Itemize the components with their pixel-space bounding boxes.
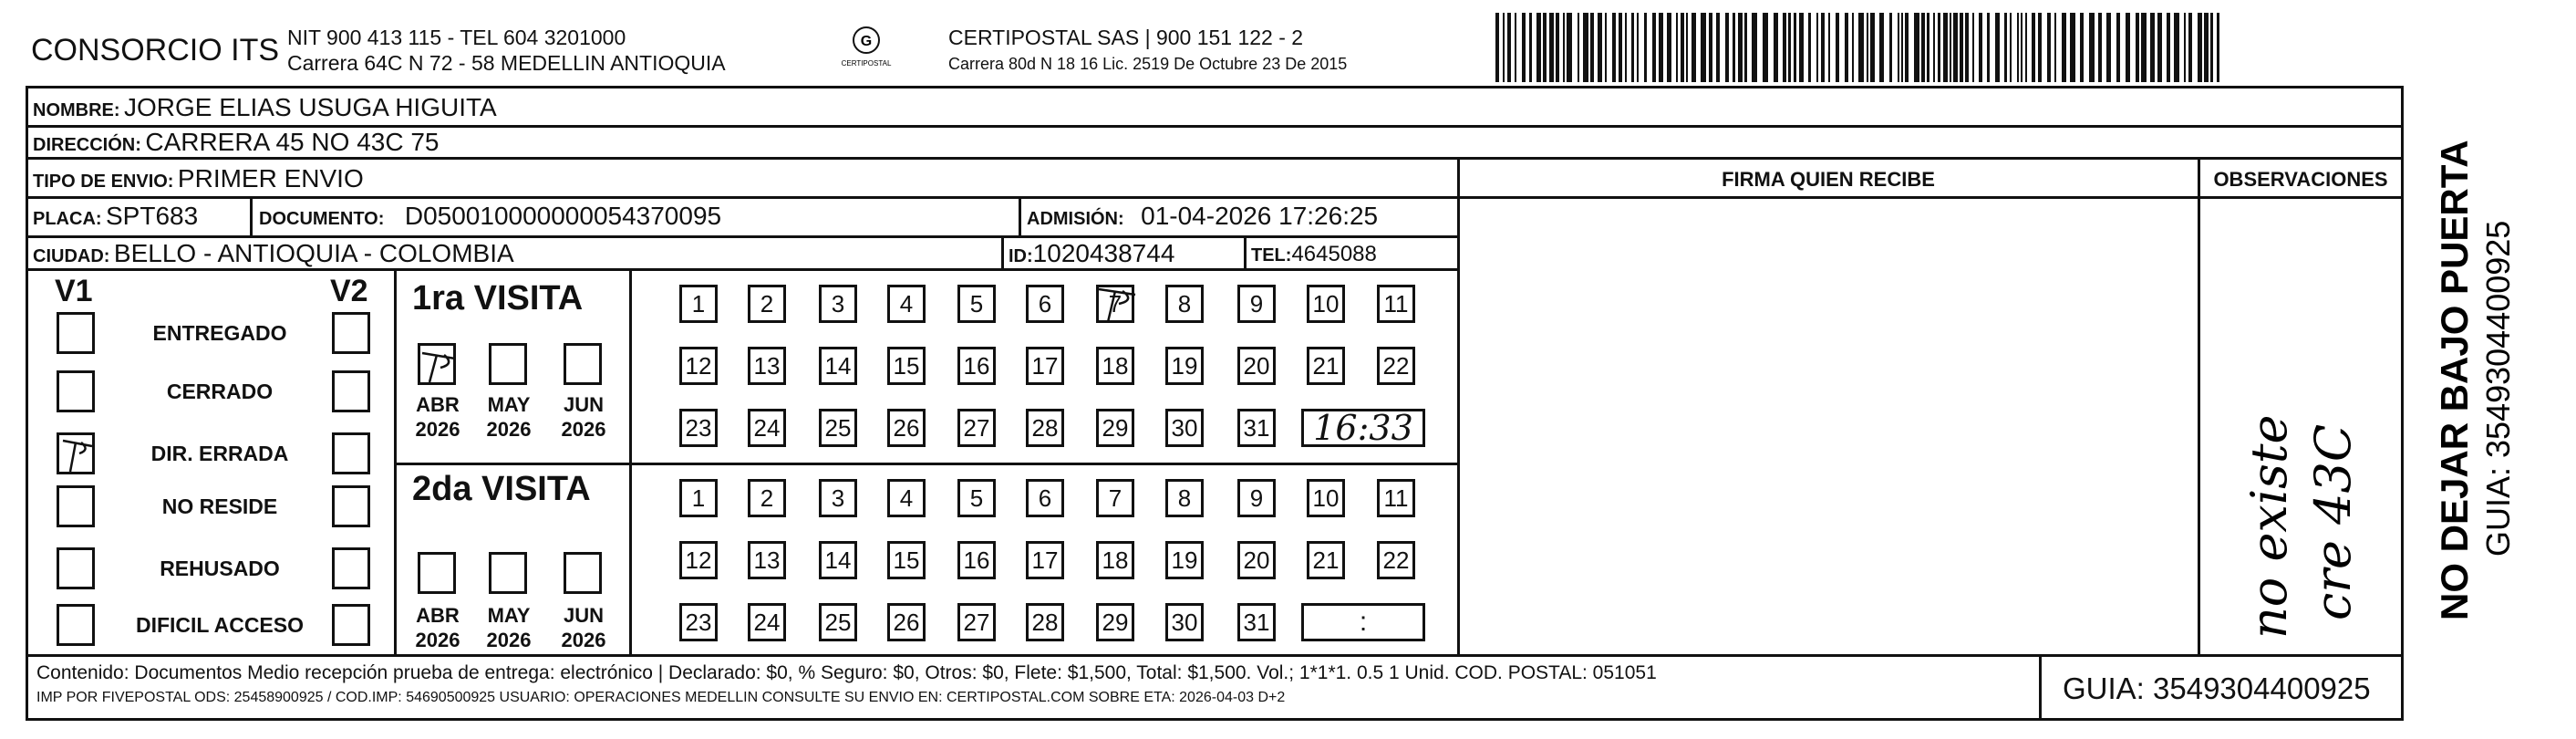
barcode-bar	[2210, 13, 2213, 82]
v2-checkbox[interactable]	[332, 547, 370, 589]
barcode-bar	[2217, 13, 2219, 82]
barcode-bar	[1914, 13, 1919, 82]
admision-label: ADMISIÓN:	[1027, 209, 1124, 229]
barcode-bar	[1631, 13, 1634, 82]
day-box[interactable]: 9	[1237, 285, 1276, 323]
barcode-bar	[1598, 13, 1602, 82]
barcode-bar	[1676, 13, 1678, 82]
month-label: JUN 2026	[561, 604, 606, 651]
company-name: CONSORCIO ITS	[31, 33, 280, 68]
day-box[interactable]: 15	[887, 541, 926, 579]
svg-text:CERTIPOSTAL: CERTIPOSTAL	[841, 59, 892, 68]
v1-checkbox[interactable]	[57, 432, 95, 474]
barcode-bar	[2017, 13, 2019, 82]
barcode-bar	[1495, 13, 1499, 82]
day-box[interactable]: 29	[1096, 409, 1134, 447]
barcode-bar	[1816, 13, 1818, 82]
documento-label: DOCUMENTO:	[259, 209, 385, 229]
barcode-bar	[1590, 13, 1594, 82]
day-box[interactable]: 17	[1026, 541, 1064, 579]
day-box[interactable]: 16	[957, 541, 996, 579]
day-box[interactable]: 27	[957, 409, 996, 447]
day-box[interactable]: 5	[957, 285, 996, 323]
day-box[interactable]: 20	[1237, 541, 1276, 579]
footer-guia: GUIA: 3549304400925	[2063, 671, 2371, 705]
barcode-bar	[1788, 13, 1791, 82]
day-box[interactable]: 21	[1307, 541, 1345, 579]
barcode-bar	[1763, 13, 1768, 82]
month-checkbox[interactable]	[418, 343, 456, 385]
day-box[interactable]: 23	[679, 409, 718, 447]
barcode-bar	[2062, 13, 2066, 82]
barcode-bar	[1950, 13, 1951, 82]
barcode-bar	[2032, 13, 2035, 82]
barcode-bar	[1563, 13, 1565, 82]
barcode-bar	[1901, 13, 1903, 82]
status-label: REHUSADO	[160, 557, 280, 580]
barcode-bar	[2106, 13, 2111, 82]
barcode-bar	[2080, 13, 2084, 82]
check-mark-icon	[59, 435, 96, 475]
firma-label: FIRMA QUIEN RECIBE	[1722, 168, 1935, 191]
barcode-bar	[2116, 13, 2120, 82]
day-box[interactable]: 6	[1026, 479, 1064, 517]
month-checkbox[interactable]	[489, 343, 527, 385]
barcode-bar	[1605, 13, 1607, 82]
barcode-bar	[1567, 13, 1572, 82]
day-box[interactable]: 18	[1096, 541, 1134, 579]
day-box[interactable]: 19	[1165, 347, 1204, 385]
month-label: MAY 2026	[486, 393, 532, 441]
barcode-bar	[1507, 13, 1511, 82]
side-text	[2413, 109, 2576, 630]
placa-label: PLACA:	[33, 209, 102, 229]
day-box[interactable]: 12	[679, 347, 718, 385]
day-box[interactable]: 3	[819, 479, 857, 517]
barcode-bar	[2141, 13, 2147, 82]
carrier-license: Carrera 80d N 18 16 Lic. 2519 De Octubre 23 De 2015	[948, 55, 1348, 73]
barcode-bar	[1515, 13, 1516, 82]
v2-checkbox[interactable]	[332, 370, 370, 412]
status-label: DIR. ERRADA	[150, 442, 289, 465]
barcode-bar	[1933, 13, 1935, 82]
day-box[interactable]: 14	[819, 347, 857, 385]
barcode-bar	[1889, 13, 1892, 82]
ciudad-label: CIUDAD:	[33, 246, 110, 266]
placa: SPT683	[106, 202, 199, 230]
admision: 01-04-2026 17:26:25	[1141, 202, 1379, 230]
day-box[interactable]: 25	[819, 603, 857, 641]
day-box[interactable]: 18	[1096, 347, 1134, 385]
day-box[interactable]: 19	[1165, 541, 1204, 579]
day-box[interactable]: 21	[1307, 347, 1345, 385]
svg-text:cre 43C: cre 43C	[2304, 423, 2362, 620]
day-box[interactable]: 30	[1165, 409, 1204, 447]
documento: D050010000000054370095	[404, 202, 722, 230]
month-checkbox[interactable]	[564, 552, 602, 594]
barcode-bar	[1799, 13, 1804, 82]
barcode-bar	[1543, 13, 1547, 82]
barcode-bar	[2150, 13, 2155, 82]
barcode-bar	[2136, 13, 2139, 82]
month-label: ABR 2026	[415, 393, 460, 441]
status-label: DIFICIL ACCESO	[135, 613, 304, 637]
tel-label: TEL:	[1251, 245, 1292, 265]
day-box[interactable]: 1	[679, 479, 718, 517]
day-box[interactable]: 28	[1026, 409, 1064, 447]
barcode-bar	[2174, 13, 2179, 82]
barcode-bar	[2157, 13, 2162, 82]
day-box[interactable]: 22	[1377, 347, 1415, 385]
day-box[interactable]: 3	[819, 285, 857, 323]
tipo-envio: PRIMER ENVIO	[177, 164, 364, 193]
visit-1-title: 1ra VISITA	[412, 279, 584, 317]
barcode-bar	[1744, 13, 1747, 82]
month-label: ABR 2026	[415, 604, 460, 651]
barcode-bar	[1774, 13, 1778, 82]
ciudad: BELLO - ANTIOQUIA - COLOMBIA	[113, 239, 514, 267]
day-box[interactable]: 11	[1377, 285, 1415, 323]
barcode-bar	[2089, 13, 2095, 82]
v2-label: V2	[330, 274, 368, 308]
id-label: ID:	[1009, 246, 1033, 266]
v1-label: V1	[55, 274, 93, 308]
day-box[interactable]: 30	[1165, 603, 1204, 641]
barcode-bar	[2070, 13, 2075, 82]
barcode-bar	[1686, 13, 1688, 82]
observaciones-label: OBSERVACIONES	[2213, 168, 2388, 191]
day-box[interactable]: 10	[1307, 479, 1345, 517]
barcode-bar	[1644, 13, 1647, 82]
v1-checkbox[interactable]	[57, 604, 95, 646]
barcode-bar	[1549, 13, 1554, 82]
barcode-bar	[2054, 13, 2056, 82]
barcode-bar	[2126, 13, 2130, 82]
certipostal-logo-icon	[839, 24, 894, 75]
barcode-bar	[1845, 13, 1848, 82]
barcode-bar	[1701, 13, 1706, 82]
barcode-bar	[2098, 13, 2102, 82]
day-box[interactable]: 2	[748, 479, 786, 517]
day-box[interactable]: 26	[887, 409, 926, 447]
barcode-bar	[1691, 13, 1696, 82]
day-box[interactable]: 24	[748, 409, 786, 447]
barcode-bar	[1522, 13, 1526, 82]
status-label: NO RESIDE	[161, 494, 278, 518]
time-box[interactable]: 16:33	[1301, 409, 1425, 447]
month-label: JUN 2026	[561, 393, 606, 441]
barcode-bar	[1828, 13, 1830, 82]
barcode-bar	[1709, 13, 1712, 82]
v1-checkbox[interactable]	[57, 312, 95, 354]
barcode-bar	[1667, 13, 1671, 82]
barcode-bar	[2204, 13, 2209, 82]
day-box[interactable]: 5	[957, 479, 996, 517]
day-box[interactable]: 4	[887, 479, 926, 517]
day-box[interactable]: 17	[1026, 347, 1064, 385]
v2-checkbox[interactable]	[332, 485, 370, 527]
svg-text:G: G	[860, 34, 873, 49]
v1-checkbox[interactable]	[57, 370, 95, 412]
day-box[interactable]: 4	[887, 285, 926, 323]
recipient-name: JORGE ELIAS USUGA HIGUITA	[124, 93, 497, 121]
barcode-bar	[1503, 13, 1505, 82]
day-box[interactable]: 8	[1165, 285, 1204, 323]
barcode-bar	[1898, 13, 1899, 82]
company-address: Carrera 64C N 72 - 58 MEDELLIN ANTIOQUIA	[287, 51, 726, 75]
day-box[interactable]: 1	[679, 285, 718, 323]
barcode-bar	[2188, 13, 2192, 82]
barcode-bar	[2167, 13, 2170, 82]
v2-checkbox[interactable]	[332, 312, 370, 354]
barcode-bar	[1879, 13, 1884, 82]
day-box[interactable]: 20	[1237, 347, 1276, 385]
month-checkbox[interactable]	[418, 552, 456, 594]
barcode-bar	[1637, 13, 1639, 82]
observaciones-handwriting	[2199, 347, 2400, 648]
day-box[interactable]: 25	[819, 409, 857, 447]
barcode-bar	[1965, 13, 1969, 82]
tel-number: 4645088	[1291, 242, 1377, 266]
svg-text:GUIA: 3549304400925: GUIA: 3549304400925	[2479, 220, 2517, 557]
barcode-bar	[1943, 13, 1948, 82]
barcode-bar	[2021, 13, 2023, 82]
barcode-bar	[2184, 13, 2186, 82]
barcode-bar	[1716, 13, 1720, 82]
day-box[interactable]: 16	[957, 347, 996, 385]
day-box[interactable]: 11	[1377, 479, 1415, 517]
barcode-bar	[1979, 13, 1982, 82]
day-box[interactable]: 31	[1237, 409, 1276, 447]
direccion-label: DIRECCIÓN:	[33, 135, 141, 155]
v1-checkbox[interactable]	[57, 547, 95, 589]
day-box[interactable]: 7	[1096, 285, 1134, 323]
barcode-bar	[1938, 13, 1940, 82]
day-box[interactable]: 8	[1165, 479, 1204, 517]
day-box[interactable]: 31	[1237, 603, 1276, 641]
barcode-bar	[1987, 13, 1990, 82]
barcode-bar	[1927, 13, 1929, 82]
barcode-bar	[1536, 13, 1541, 82]
day-box[interactable]: 15	[887, 347, 926, 385]
barcode-bar	[1738, 13, 1743, 82]
barcode-bar	[1625, 13, 1627, 82]
day-box[interactable]: 29	[1096, 603, 1134, 641]
month-label: MAY 2026	[486, 604, 532, 651]
day-box[interactable]: 28	[1026, 603, 1064, 641]
barcode-bar	[2010, 13, 2012, 82]
svg-text:no existe: no existe	[2240, 414, 2298, 639]
v2-checkbox[interactable]	[332, 432, 370, 474]
barcode-bar	[1733, 13, 1735, 82]
month-checkbox[interactable]	[489, 552, 527, 594]
barcode-bar	[1612, 13, 1616, 82]
day-box[interactable]: 24	[748, 603, 786, 641]
day-box[interactable]: 10	[1307, 285, 1345, 323]
barcode-bar	[1953, 13, 1958, 82]
barcode-bar	[1960, 13, 1963, 82]
visit-2-title: 2da VISITA	[412, 470, 591, 508]
day-box[interactable]: 23	[679, 603, 718, 641]
id-number: 1020438744	[1032, 239, 1175, 267]
imp-line: IMP POR FIVEPOSTAL ODS: 25458900925 / COD.IMP: 54690500925 USUARIO: OPERACIONES MEDELLIN CONSULTE SU ENVIO EN: CERTIPOSTAL.COM SOBRE ETA: 2026-04-03 D+2	[36, 690, 1286, 705]
recipient-address: CARRERA 45 NO 43C 75	[145, 128, 440, 156]
tipo-envio-label: TIPO DE ENVIO:	[33, 172, 174, 192]
barcode-bar	[1995, 13, 2000, 82]
barcode-bar	[2198, 13, 2202, 82]
day-box[interactable]: 13	[748, 541, 786, 579]
v1-checkbox[interactable]	[57, 485, 95, 527]
carrier-line: CERTIPOSTAL SAS | 900 151 122 - 2	[948, 26, 1304, 49]
barcode-bar	[1783, 13, 1786, 82]
v2-checkbox[interactable]	[332, 604, 370, 646]
barcode-bar	[1905, 13, 1909, 82]
barcode-bar	[1725, 13, 1729, 82]
day-box[interactable]: 26	[887, 603, 926, 641]
barcode-bar	[1821, 13, 1825, 82]
barcode-bar	[1681, 13, 1684, 82]
barcode-bar	[1652, 13, 1656, 82]
barcode-bar	[1794, 13, 1796, 82]
nombre-label: NOMBRE:	[33, 100, 120, 120]
barcode-bar	[1972, 13, 1974, 82]
barcode-bar	[2047, 13, 2051, 82]
status-label: ENTREGADO	[152, 321, 287, 345]
day-box[interactable]: 12	[679, 541, 718, 579]
check-mark-icon	[1095, 282, 1139, 326]
barcode-bar	[1578, 13, 1579, 82]
barcode-bar	[1619, 13, 1622, 82]
barcode-bar	[1583, 13, 1588, 82]
nit-line: NIT 900 413 115 - TEL 604 3201000	[287, 26, 626, 49]
barcode	[1495, 13, 2225, 82]
contenido-line: Contenido: Documentos Medio recepción prueba de entrega: electrónico | Declarado: $0, % Seguro: $0, Otros: $0, Flete: $1,500, Total: $1,500. Vol.; 1*1*1. 0.5 1 Unid. COD. POSTAL: 051051	[36, 662, 1657, 683]
barcode-bar	[1808, 13, 1811, 82]
month-checkbox[interactable]	[564, 343, 602, 385]
check-mark-icon	[420, 346, 457, 386]
svg-text:NO DEJAR BAJO PUERTA: NO DEJAR BAJO PUERTA	[2433, 140, 2476, 620]
barcode-bar	[1858, 13, 1864, 82]
barcode-bar	[1752, 13, 1757, 82]
barcode-bar	[1921, 13, 1925, 82]
time-box[interactable]: :	[1301, 603, 1425, 641]
barcode-bar	[1836, 13, 1839, 82]
barcode-bar	[1529, 13, 1532, 82]
day-box[interactable]: 6	[1026, 285, 1064, 323]
barcode-bar	[1870, 13, 1875, 82]
day-box[interactable]: 7	[1096, 479, 1134, 517]
barcode-bar	[1867, 13, 1868, 82]
day-box[interactable]: 14	[819, 541, 857, 579]
status-label: CERRADO	[166, 380, 274, 403]
day-box[interactable]: 9	[1237, 479, 1276, 517]
barcode-bar	[1852, 13, 1854, 82]
barcode-bar	[2004, 13, 2007, 82]
day-box[interactable]: 22	[1377, 541, 1415, 579]
day-box[interactable]: 27	[957, 603, 996, 641]
day-box[interactable]: 13	[748, 347, 786, 385]
barcode-bar	[2038, 13, 2042, 82]
barcode-bar	[1556, 13, 1559, 82]
barcode-bar	[1659, 13, 1663, 82]
day-box[interactable]: 2	[748, 285, 786, 323]
barcode-bar	[2025, 13, 2027, 82]
